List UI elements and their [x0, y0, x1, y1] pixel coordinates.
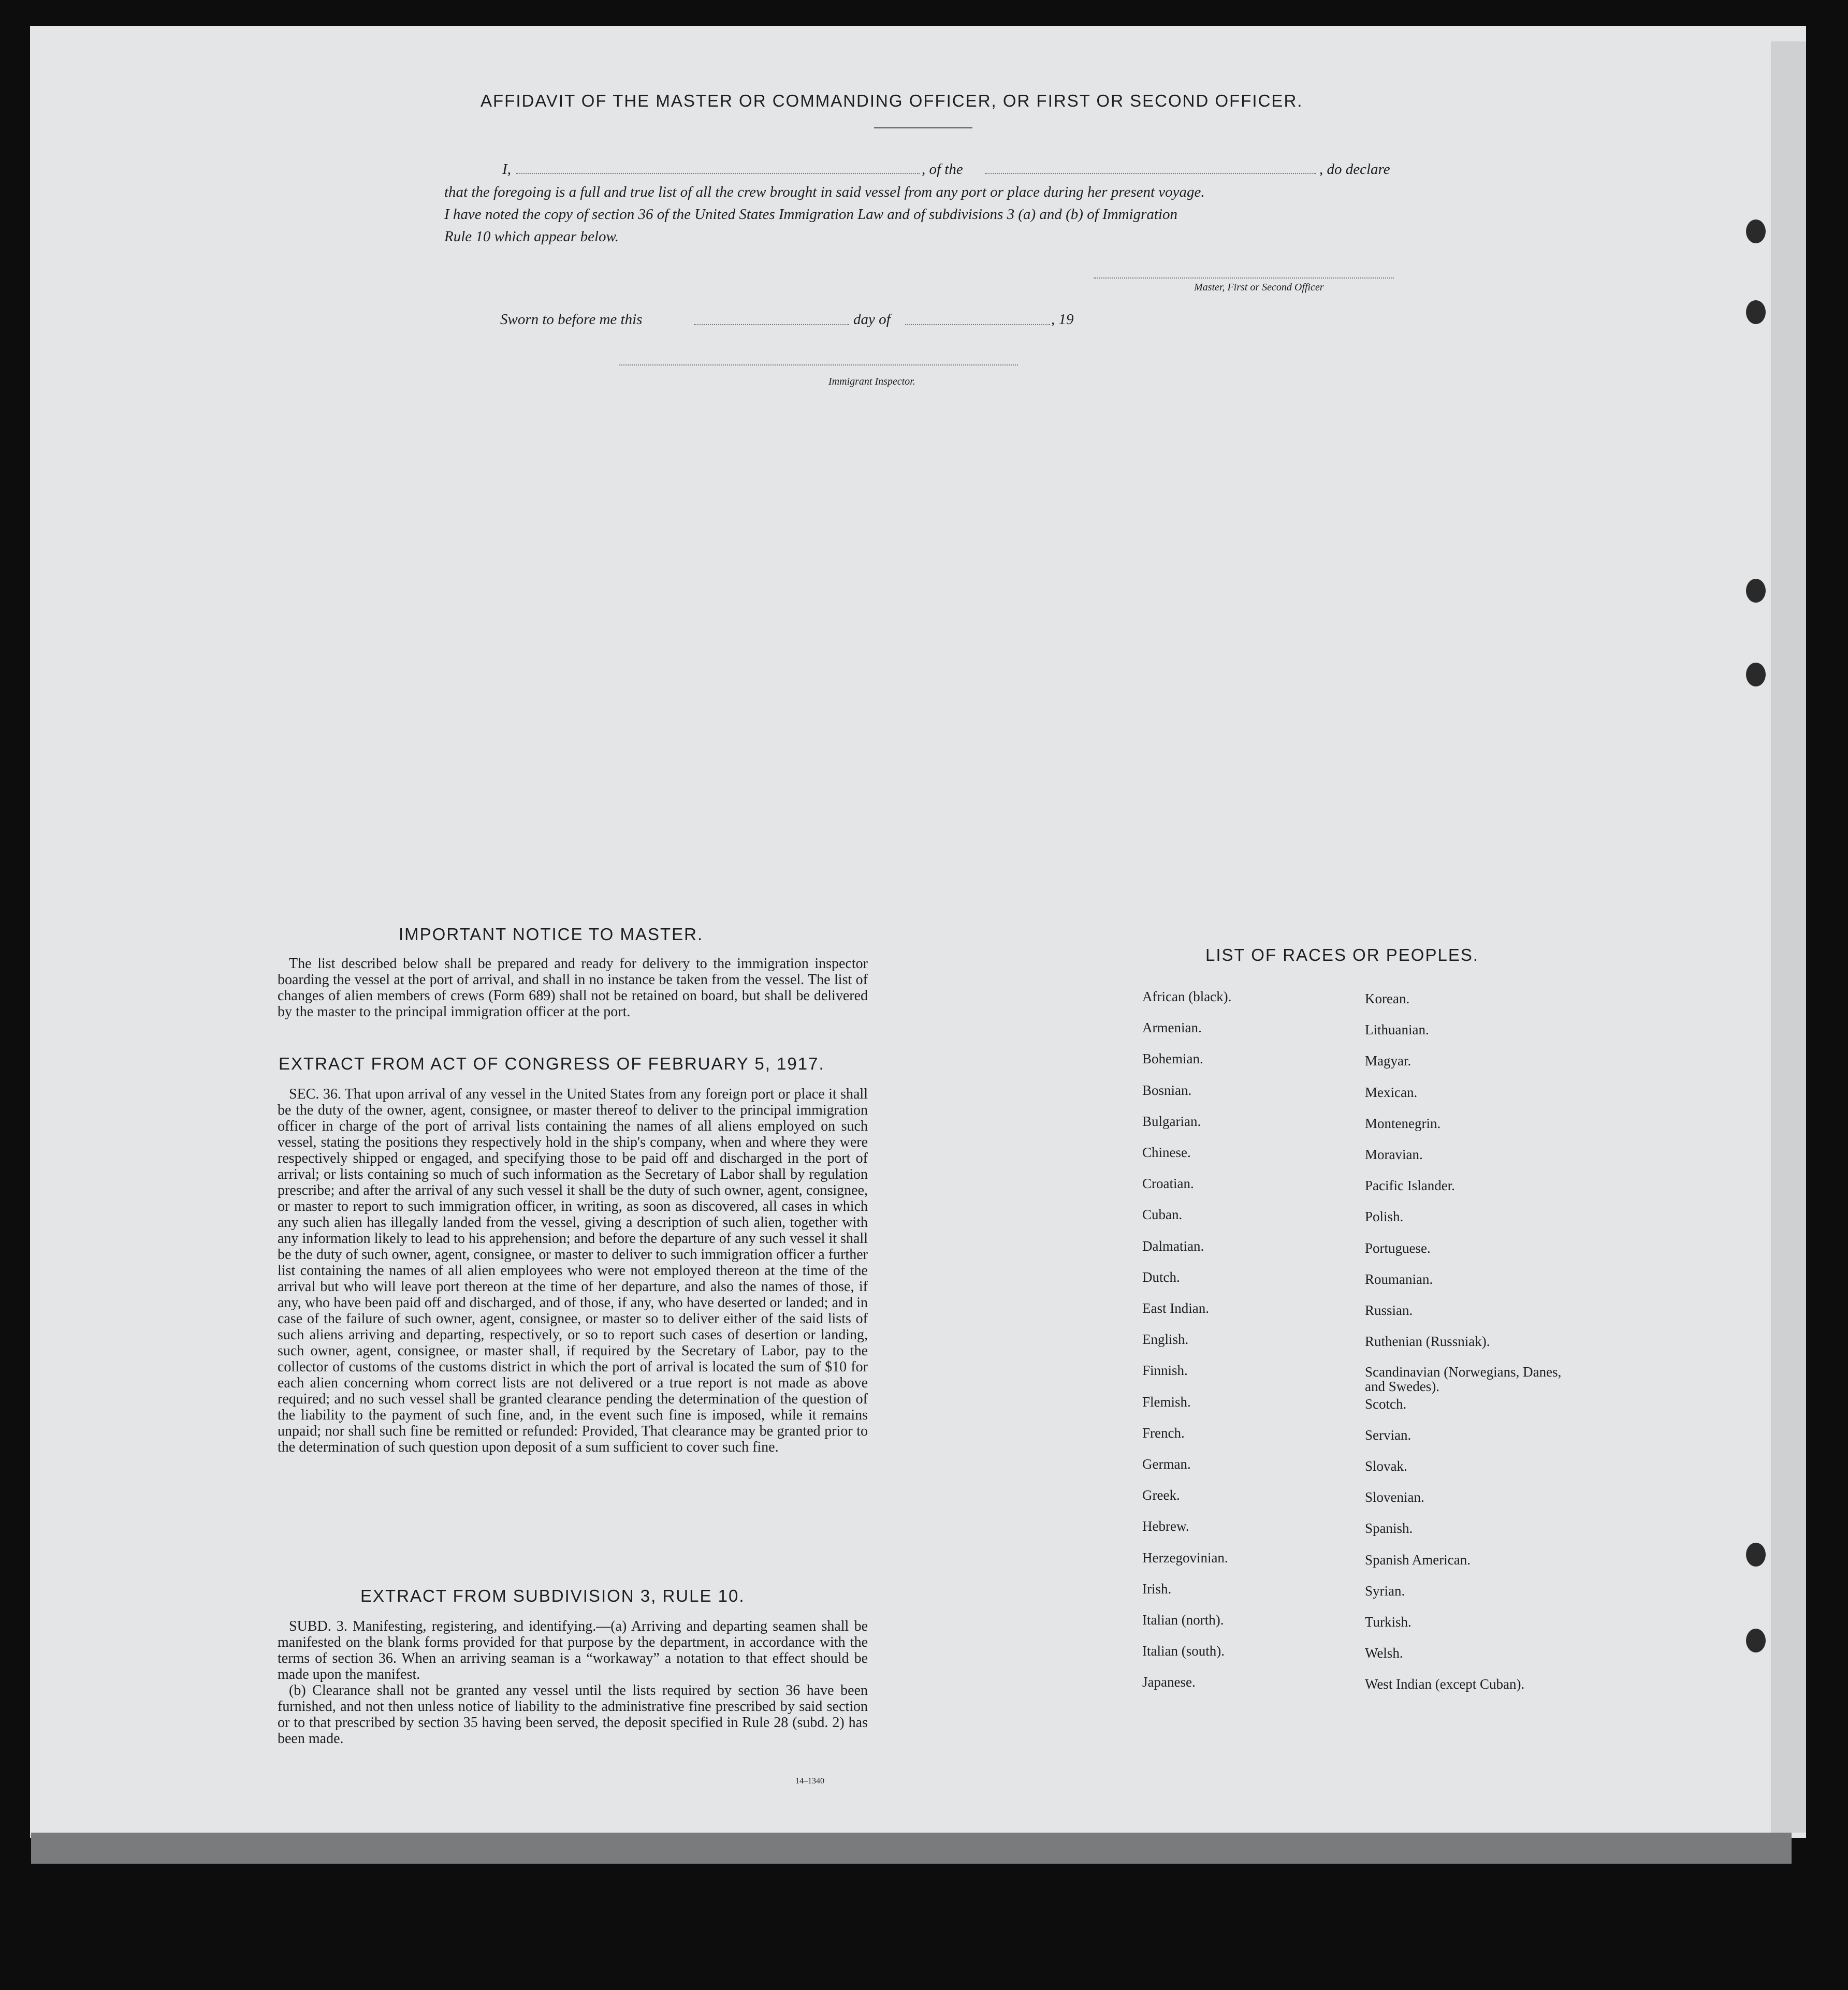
master-signature-caption: Master, First or Second Officer — [1194, 282, 1324, 293]
punch-hole — [1746, 579, 1766, 603]
vessel-blank[interactable] — [985, 173, 1316, 174]
race-item: French. — [1142, 1425, 1185, 1441]
race-item: Welsh. — [1365, 1645, 1403, 1661]
race-item: Polish. — [1365, 1209, 1404, 1225]
race-item: Mexican. — [1365, 1084, 1418, 1100]
notice-body — [278, 956, 868, 1020]
race-item: African (black). — [1142, 989, 1232, 1004]
affidavit-i-label: I, — [502, 161, 511, 178]
race-item: Japanese. — [1142, 1674, 1196, 1690]
race-item: Montenegrin. — [1365, 1115, 1441, 1131]
race-item: West Indian (except Cuban). — [1365, 1676, 1525, 1692]
race-item: Roumanian. — [1365, 1271, 1433, 1287]
race-item: Cuban. — [1142, 1207, 1183, 1223]
affidavit-line-4: Rule 10 which appear below. — [444, 228, 619, 245]
race-item: Greek. — [1142, 1487, 1180, 1503]
rule-heading: EXTRACT FROM SUBDIVISION 3, RULE 10. — [360, 1586, 745, 1605]
race-item: Spanish. — [1365, 1520, 1413, 1537]
race-item: East Indian. — [1142, 1300, 1209, 1316]
race-item: Bulgarian. — [1142, 1113, 1201, 1129]
rule-subdivision-a: SUBD. 3. Manifesting, registering, and identifying.—(a) Arriving and departing seamen shall be manifested on the blank forms provided for that purpose by the department, in accordance with the terms of section 36. When an arriving seaman is a “workaway” a notation to that effect should be made upon the manifest. — [278, 1618, 868, 1682]
race-item: Scandinavian (Norwegians, Danes, and Swedes). — [1365, 1364, 1562, 1395]
affidavit-line-3: I have noted the copy of section 36 of the United States Immigration Law and of subdivisions 3 (a) and (b) of Immigration — [444, 206, 1178, 223]
inspector-signature-caption: Immigrant Inspector. — [828, 376, 915, 387]
race-item: Armenian. — [1142, 1020, 1202, 1036]
race-item: Ruthenian (Russniak). — [1365, 1334, 1490, 1350]
master-signature-line[interactable] — [1094, 277, 1394, 279]
race-item: Bohemian. — [1142, 1051, 1203, 1067]
race-item: Syrian. — [1365, 1583, 1405, 1599]
race-item: Scotch. — [1365, 1396, 1407, 1412]
punch-hole — [1746, 663, 1766, 686]
title-divider — [874, 127, 972, 128]
race-item: Dalmatian. — [1142, 1238, 1204, 1254]
affidavit-declare-label: , do declare — [1319, 161, 1390, 178]
race-item: Finnish. — [1142, 1363, 1188, 1379]
punch-hole — [1746, 300, 1766, 324]
race-item: Moravian. — [1365, 1147, 1423, 1162]
day-of-label: day of — [853, 311, 891, 328]
race-item: Dutch. — [1142, 1269, 1180, 1285]
inspector-signature-line[interactable] — [619, 364, 1018, 365]
act-section-36-text: SEC. 36. That upon arrival of any vessel in the United States from any foreign port or place it shall be the duty of the owner, agent, consignee, or master thereof to deliver to the principal immigration officer in charge of the port of arrival lists containing the names of all aliens employed on such vessel, stating the positions they respectively hold in the ship's company, when and where they were respectively shipped or engaged, and specifying those to be paid off and discharged in the port of arrival; or lists containing so much of such information as the Secretary of Labor shall by regulation prescribe; and after the arrival of any such vessel it shall be the duty of such owner, agent, consignee, or master to report to such immigration officer, in writing, as soon as discovered, all cases in which any such alien has illegally landed from the vessel, giving a description of such alien, together with any information likely to lead to his apprehension; and before the departure of any such vessel it shall be the duty of such owner, agent, consignee, or master to deliver to such immigration officer a further list containing the names of all alien employees who were not employed thereon at the time of the arrival but who will leave port thereon at the time of her departure, and also the names of those, if any, who have been paid off and discharged, and of those, if any, who have deserted or landed; and in case of the failure of such owner, agent, consignee, or master so to deliver either of the said lists of such aliens arriving and departing, respectively, or so to report such cases of desertion or landing, such owner, agent, consignee, or master shall, if required by the Secretary of Labor, pay to the collector of customs of the customs district in which the port of arrival is located the sum of $10 for each alien concerning whom correct lists are not delivered or a true report is not made as above required; and no such vessel shall be granted clearance pending the determination of the question of the liability to the payment of such fine, and, in the event such fine is imposed, while it remains unpaid; nor shall such fine be remitted or refunded: Provided, That clearance may be granted prior to the determination of such question upon deposit of a sum sufficient to cover such fine. — [278, 1086, 868, 1455]
notice-text: The list described below shall be prepared and ready for delivery to the immigration inspector boarding the vessel at the port of arrival, and shall in no instance be taken from the vessel. The list of changes of alien members of crews (Form 689) shall not be retained on board, but shall be delivered by the master to the principal immigration officer at the port. — [278, 956, 868, 1020]
name-blank[interactable] — [516, 173, 920, 174]
bottom-page-stack — [31, 1833, 1792, 1864]
race-item: Croatian. — [1142, 1176, 1194, 1192]
sworn-month-blank[interactable] — [905, 324, 1050, 325]
punch-hole — [1746, 220, 1766, 243]
race-item: Irish. — [1142, 1581, 1172, 1597]
affidavit-title: AFFIDAVIT OF THE MASTER OR COMMANDING OFFICER, OR FIRST OR SECOND OFFICER. — [481, 91, 1303, 110]
sworn-label: Sworn to before me this — [500, 311, 643, 328]
race-item: Slovenian. — [1365, 1489, 1424, 1505]
race-item: Hebrew. — [1142, 1518, 1189, 1534]
affidavit-line-2: that the foregoing is a full and true list of all the crew brought in said vessel from any port or place during her present voyage. — [444, 184, 1205, 200]
race-item: English. — [1142, 1331, 1189, 1348]
rule-body — [278, 1618, 868, 1747]
affidavit-of-the-label: , of the — [922, 161, 963, 178]
document-page — [30, 26, 1806, 1838]
race-item: Bosnian. — [1142, 1082, 1192, 1098]
punch-hole — [1746, 1543, 1766, 1567]
race-item: Flemish. — [1142, 1394, 1191, 1410]
bleed-through-text: ⠀ ⠀ ⠀ ⠀ ⠀ ⠀ ⠀ — [238, 415, 249, 630]
rule-subdivision-b: (b) Clearance shall not be granted any vessel until the lists required by section 36 have been furnished, and not then unless notice of liability to the administrative fine prescribed by said section or to that prescribed by section 35 having been served, the deposit specified in Rule 28 (subd. 2) has been made. — [278, 1682, 868, 1747]
race-item: Servian. — [1365, 1427, 1412, 1443]
race-item: Magyar. — [1365, 1053, 1412, 1069]
form-number: 14–1340 — [795, 1777, 824, 1786]
race-item: German. — [1142, 1456, 1191, 1472]
races-heading: LIST OF RACES OR PEOPLES. — [1205, 945, 1479, 964]
sworn-day-blank[interactable] — [694, 324, 849, 325]
race-item: Italian (north). — [1142, 1612, 1224, 1628]
punch-hole — [1746, 1629, 1766, 1652]
act-body — [278, 1086, 868, 1455]
page-edge-strip — [1771, 41, 1806, 1833]
race-item: Lithuanian. — [1365, 1022, 1429, 1038]
race-item: Russian. — [1365, 1303, 1413, 1318]
race-item: Portuguese. — [1365, 1240, 1431, 1256]
notice-heading: IMPORTANT NOTICE TO MASTER. — [399, 925, 704, 944]
race-item: Spanish American. — [1365, 1552, 1471, 1568]
race-item: Herzegovinian. — [1142, 1549, 1228, 1565]
race-item: Chinese. — [1142, 1145, 1191, 1160]
act-heading: EXTRACT FROM ACT OF CONGRESS OF FEBRUARY 5, 1917. — [279, 1054, 825, 1073]
race-item: Korean. — [1365, 991, 1410, 1006]
race-item: Slovak. — [1365, 1458, 1407, 1474]
race-item: Pacific Islander. — [1365, 1178, 1455, 1194]
race-item: Italian (south). — [1142, 1643, 1225, 1659]
race-item: Turkish. — [1365, 1614, 1412, 1630]
year-label: , 19 — [1051, 311, 1074, 328]
